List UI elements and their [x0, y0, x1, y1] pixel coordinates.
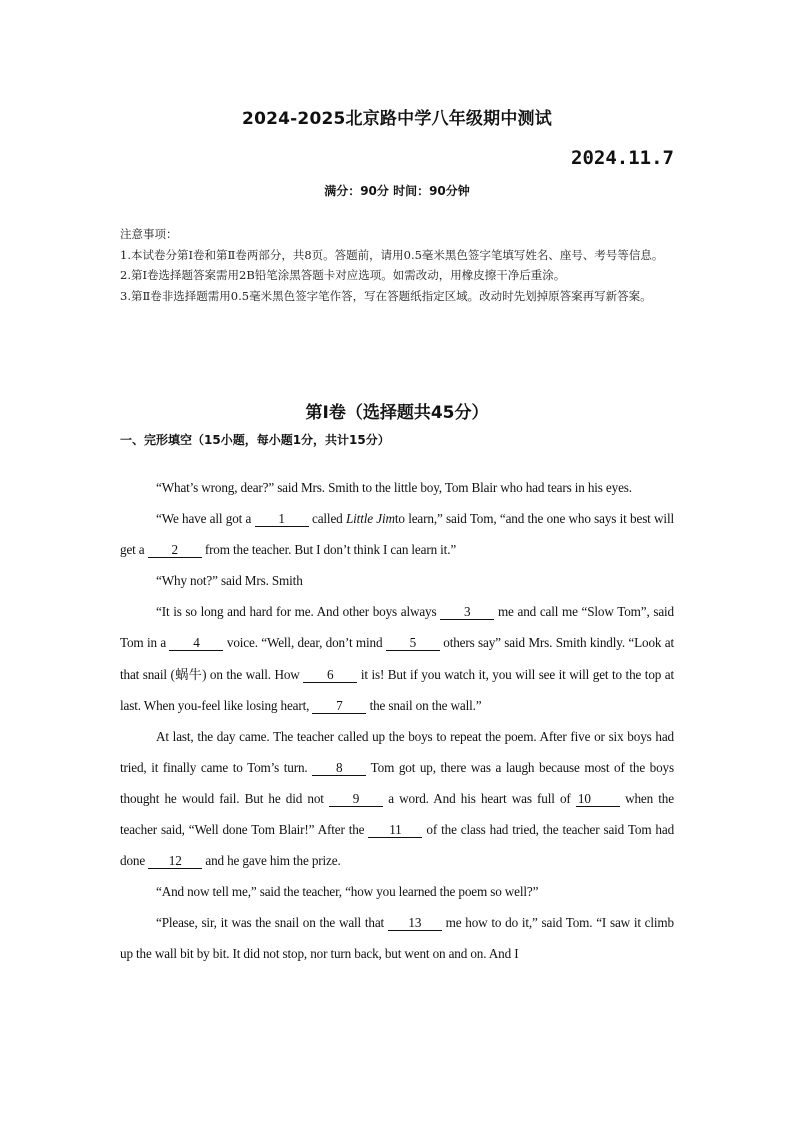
blank-3: 3	[440, 605, 494, 620]
passage-text: “And now tell me,” said the teacher, “how you learned the poem so well?”	[156, 884, 539, 900]
blank-8: 8	[312, 761, 366, 776]
passage-text: me and call me “Slow Tom”, said Tom in a	[120, 604, 674, 651]
passage-text: Tom got up, there was a laugh because most of the boys thought he would fail. But he did not	[120, 759, 674, 806]
passage-text: of the class had tried, the teacher said Tom had done	[120, 822, 675, 869]
blank-2: 2	[148, 543, 202, 558]
passage-text: and he gave him the prize.	[205, 853, 341, 869]
poem-title: Little Jim	[345, 511, 395, 527]
passage-paragraph	[120, 876, 674, 907]
part-title: 一、完形填空（15小题，每小题1分，共计15分）	[120, 433, 390, 447]
passage-text: “We have all got a	[156, 511, 252, 527]
notes-item: 2.第Ⅰ卷选择题答案需用2B铅笔涂黑答题卡对应选项。如需改动，用橡皮擦干净后重涂。	[120, 268, 566, 282]
passage-text: me how to do it,” said Tom. “I saw it climb up the wall bit by bit. It did not stop, nor turn back, but went on and on. And I	[120, 915, 674, 962]
blank-4: 4	[169, 636, 223, 651]
passage-text: others say” said Mrs. Smith kindly. “Look at that snail (蜗牛) on the wall. How	[120, 635, 674, 682]
passage-text: voice. “Well, dear, don’t mind	[226, 635, 383, 651]
passage-paragraph	[120, 721, 674, 876]
notes-heading: 注意事项：	[120, 227, 178, 241]
passage-text: called	[312, 511, 343, 527]
exam-title: 2024-2025北京路中学八年级期中测试	[242, 109, 552, 129]
passage-text: the snail on the wall.”	[369, 697, 482, 713]
blank-1: 1	[255, 512, 309, 527]
blank-6: 6	[303, 668, 357, 683]
blank-11: 11	[368, 823, 422, 838]
blank-10: 10	[576, 792, 620, 807]
exam-date: 2024.11.7	[571, 147, 674, 169]
passage-text: it is! But if you watch it, you will see it will get to the top at last. When you-feel like losing heart,	[120, 666, 674, 713]
passage-text: when the teacher said, “Well done Tom Blair!” After the	[120, 790, 674, 838]
passage-text: to learn,” said Tom, “and the one who says it best will get a	[120, 511, 674, 558]
passage-text: a word. And his heart was full of	[388, 790, 571, 806]
exam-notes	[120, 224, 676, 306]
blank-7: 7	[312, 699, 366, 714]
passage-text: “Why not?” said Mrs. Smith	[156, 573, 303, 589]
blank-5: 5	[386, 636, 440, 651]
passage-paragraph	[120, 503, 674, 565]
score-time-info: 满分：90分 时间：90分钟	[324, 184, 470, 198]
passage-paragraph	[120, 596, 674, 720]
passage-paragraph	[120, 472, 674, 503]
passage-text: “It is so long and hard for me. And other boys always	[156, 604, 437, 620]
section-title: 第Ⅰ卷（选择题共45分）	[305, 403, 489, 423]
notes-item: 3.第Ⅱ卷非选择题需用0.5毫米黑色签字笔作答，写在答题纸指定区域。改动时先划掉原答案再写新答案。	[120, 288, 652, 303]
notes-item: 1.本试卷分第Ⅰ卷和第Ⅱ卷两部分，共8页。答题前，请用0.5毫米黑色签字笔填写姓名、座号、考号等信息。	[120, 247, 664, 262]
passage-text: “What’s wrong, dear?” said Mrs. Smith to the little boy, Tom Blair who had tears in his eyes.	[156, 480, 632, 495]
passage-paragraph	[120, 565, 674, 596]
passage-text: At last, the day came. The teacher called up the boys to repeat the poem. After five or six boys had tried, it finally came to Tom’s turn.	[120, 728, 674, 775]
cloze-passage	[120, 472, 674, 970]
blank-9: 9	[329, 792, 383, 807]
passage-text: from the teacher. But I don’t think I can learn it.”	[204, 542, 457, 558]
blank-12: 12	[148, 854, 202, 869]
passage-paragraph	[120, 907, 674, 969]
passage-text: “Please, sir, it was the snail on the wall that	[156, 915, 385, 931]
blank-13: 13	[388, 916, 442, 931]
